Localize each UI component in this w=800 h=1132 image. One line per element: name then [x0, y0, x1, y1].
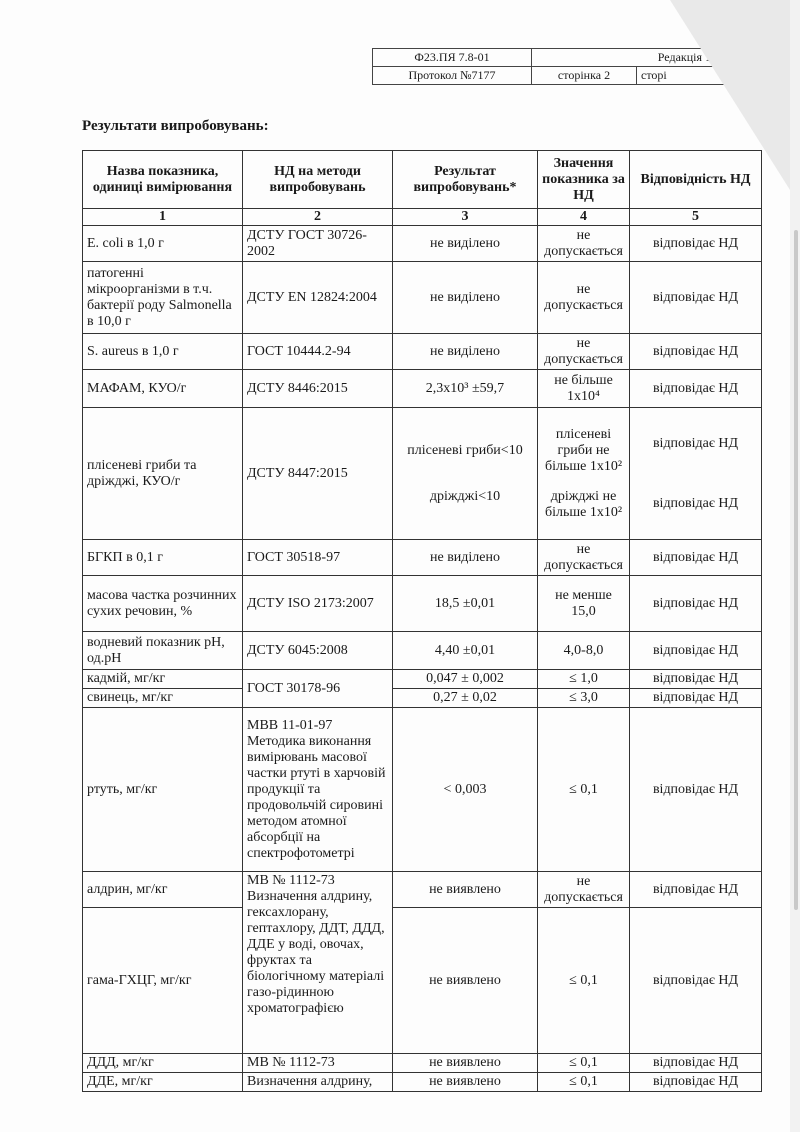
table-row	[83, 708, 762, 872]
indicator-name: ДДД, мг/кг	[83, 1054, 243, 1073]
standard-value: не більше 1x10⁴	[538, 370, 630, 408]
indicator-name: патогенні мікроорганізми в т.ч. бактерії роду Salmonella в 10,0 г	[83, 262, 243, 334]
table-row	[83, 540, 762, 576]
test-method: ДСТУ 6045:2008	[243, 632, 393, 670]
standard-value-moulds: плісеневі гриби не більше 1x10²	[544, 426, 623, 474]
standard-value: не допускається	[538, 334, 630, 370]
test-result: 18,5 ±0,01	[393, 576, 538, 632]
indicator-name: S. aureus в 1,0 г	[83, 334, 243, 370]
scrollbar[interactable]	[794, 230, 798, 910]
indicator-name: масова частка розчинних сухих речовин, %	[83, 576, 243, 632]
table-row	[83, 689, 762, 708]
column-number-row	[83, 209, 762, 226]
standard-value: не допускається	[538, 540, 630, 576]
test-method: МВ № 1112-73 Визначення алдрину, гексахлорану, гептахлору, ДДТ, ДДД, ДДЕ у воді, овочах, фруктах та біологічному матеріалі газо-рідинною хроматографією	[243, 872, 393, 1054]
test-result: 2,3x10³ ±59,7	[393, 370, 538, 408]
test-result: не виявлено	[393, 908, 538, 1054]
test-result: не виділено	[393, 334, 538, 370]
standard-value: ≤ 1,0	[538, 670, 630, 689]
indicator-name: ДДЕ, мг/кг	[83, 1073, 243, 1092]
table-header-row	[83, 151, 762, 209]
results-table	[82, 150, 762, 1092]
compliance: відповідає НД	[630, 708, 762, 872]
test-method: ДСТУ ГОСТ 30726-2002	[243, 226, 393, 262]
compliance: відповідає НД	[630, 262, 762, 334]
test-method: ГОСТ 30518-97	[243, 540, 393, 576]
compliance: відповідає НД	[630, 1073, 762, 1092]
protocol-number: Протокол №7177	[373, 67, 532, 85]
test-method: ГОСТ 10444.2-94	[243, 334, 393, 370]
column-header-compliance: Відповідність НД	[630, 151, 762, 209]
indicator-name: E. coli в 1,0 г	[83, 226, 243, 262]
standard-value: 4,0-8,0	[538, 632, 630, 670]
table-row	[83, 334, 762, 370]
standard-value: ≤ 0,1	[538, 1054, 630, 1073]
compliance: відповідає НД	[630, 908, 762, 1054]
column-number: 4	[538, 209, 630, 226]
page-count: сторі	[637, 67, 732, 85]
indicator-name: алдрин, мг/кг	[83, 872, 243, 908]
indicator-name: БГКП в 0,1 г	[83, 540, 243, 576]
test-result-yeasts: дріжджі<10	[429, 488, 501, 504]
compliance: відповідає НД	[630, 632, 762, 670]
test-result: 0,047 ± 0,002	[393, 670, 538, 689]
table-row	[83, 262, 762, 334]
table-row	[83, 670, 762, 689]
standard-value: не допускається	[538, 262, 630, 334]
indicator-name: МАФАМ, КУО/г	[83, 370, 243, 408]
column-number: 2	[243, 209, 393, 226]
test-method: Визначення алдрину,	[243, 1073, 393, 1092]
standard-value: ≤ 0,1	[538, 908, 630, 1054]
standard-value: ≤ 0,1	[538, 708, 630, 872]
test-result-moulds: плісеневі гриби<10	[407, 442, 523, 458]
edition: Редакція 1-20	[532, 49, 732, 67]
table-row	[83, 1073, 762, 1092]
compliance: відповідає НД	[630, 540, 762, 576]
table-row	[83, 1054, 762, 1073]
test-method: МВВ 11-01-97 Методика виконання вимірювань масової частки ртуті в харчовій продукції та продовольчій сировині методом атомної абсорбції на спектрофотометрі	[243, 708, 393, 872]
test-result: не виявлено	[393, 1073, 538, 1092]
indicator-name: ртуть, мг/кг	[83, 708, 243, 872]
test-result: не виділено	[393, 262, 538, 334]
column-number: 5	[630, 209, 762, 226]
column-header-name: Назва показника, одиниці вимірювання	[83, 151, 243, 209]
section-title: Результати випробовувань:	[82, 118, 269, 134]
indicator-name: водневий показник рН, од.рН	[83, 632, 243, 670]
indicator-name: плісеневі гриби та дріжджі, КУО/г	[83, 408, 243, 540]
compliance: відповідає НД	[630, 576, 762, 632]
compliance: відповідає НД	[630, 226, 762, 262]
indicator-name: гама-ГХЦГ, мг/кг	[83, 908, 243, 1054]
compliance: відповідає НД	[630, 1054, 762, 1073]
table-row	[83, 576, 762, 632]
compliance: відповідає НД	[630, 370, 762, 408]
table-row	[83, 872, 762, 908]
test-result: не виділено	[393, 540, 538, 576]
column-header-method: НД на методи випробовувань	[243, 151, 393, 209]
compliance-moulds: відповідає НД	[652, 435, 739, 451]
test-method: ДСТУ ISO 2173:2007	[243, 576, 393, 632]
test-result: < 0,003	[393, 708, 538, 872]
compliance: відповідає НД	[630, 689, 762, 708]
test-result: 0,27 ± 0,02	[393, 689, 538, 708]
test-result	[393, 408, 538, 540]
test-method: ДСТУ EN 12824:2004	[243, 262, 393, 334]
column-number: 1	[83, 209, 243, 226]
table-row	[83, 226, 762, 262]
compliance	[630, 408, 762, 540]
compliance: відповідає НД	[630, 670, 762, 689]
compliance: відповідає НД	[630, 334, 762, 370]
test-result: 4,40 ±0,01	[393, 632, 538, 670]
page-number: сторінка 2	[532, 67, 637, 85]
compliance: відповідає НД	[630, 872, 762, 908]
test-result: не виявлено	[393, 872, 538, 908]
test-result: не виділено	[393, 226, 538, 262]
standard-value-yeasts: дріжджі не більше 1x10²	[544, 488, 623, 520]
table-row	[83, 908, 762, 1054]
standard-value: ≤ 3,0	[538, 689, 630, 708]
indicator-name: свинець, мг/кг	[83, 689, 243, 708]
table-row	[83, 632, 762, 670]
test-method: ДСТУ 8447:2015	[243, 408, 393, 540]
standard-value	[538, 408, 630, 540]
table-row	[83, 408, 762, 540]
standard-value: не допускається	[538, 226, 630, 262]
column-number: 3	[393, 209, 538, 226]
table-row	[83, 370, 762, 408]
test-method: ДСТУ 8446:2015	[243, 370, 393, 408]
compliance-yeasts: відповідає НД	[652, 495, 739, 511]
standard-value: не допускається	[538, 872, 630, 908]
standard-value: не менше 15,0	[538, 576, 630, 632]
indicator-name: кадмій, мг/кг	[83, 670, 243, 689]
column-header-value: Значення показника за НД	[538, 151, 630, 209]
form-code: Ф23.ПЯ 7.8-01	[373, 49, 532, 67]
page-corner-fold	[670, 0, 790, 190]
test-method: МВ № 1112-73	[243, 1054, 393, 1073]
column-header-result: Результат випробовувань*	[393, 151, 538, 209]
standard-value: ≤ 0,1	[538, 1073, 630, 1092]
test-method: ГОСТ 30178-96	[243, 670, 393, 708]
test-result: не виявлено	[393, 1054, 538, 1073]
